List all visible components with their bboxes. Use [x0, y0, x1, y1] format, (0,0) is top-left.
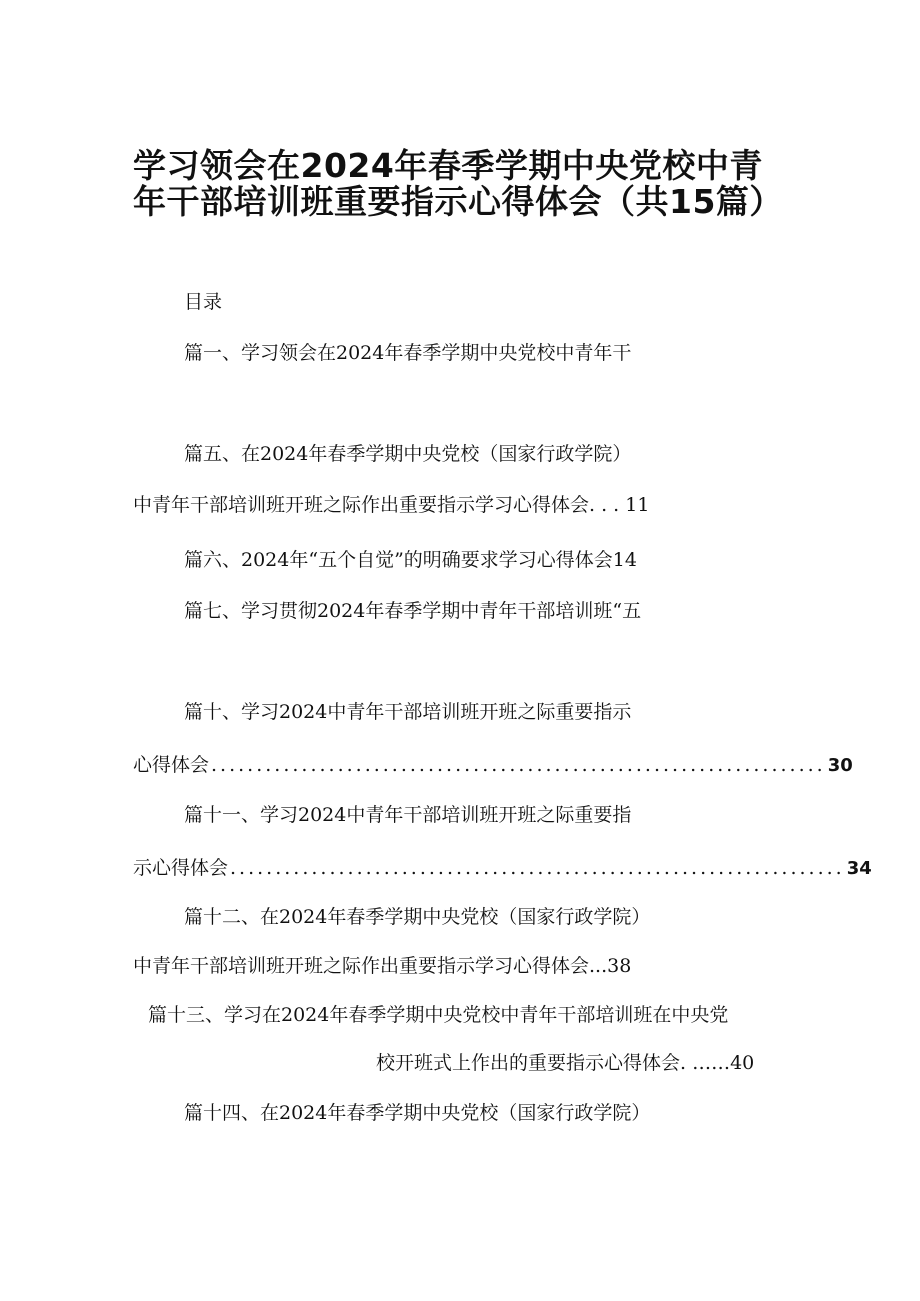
toc-entry-6: 篇六、2024年“五个自觉”的明确要求学习心得体会14	[184, 549, 637, 571]
toc-entry-5: 篇五、在2024年春季学期中央党校（国家行政学院）	[184, 443, 632, 465]
document-title-line-2: 年干部培训班重要指示心得体会（共15篇）	[133, 182, 783, 221]
toc-entry-7: 篇七、学习贯彻2024年春季学期中青年干部培训班“五	[184, 600, 642, 622]
toc-page-number: 30	[827, 755, 853, 776]
toc-leader-dots: ....................................................................	[211, 754, 826, 776]
toc-entry-11-label: 示心得体会	[133, 857, 229, 879]
toc-entry-10-label: 心得体会	[133, 754, 210, 776]
toc-heading: 目录	[184, 291, 223, 313]
toc-entry-11: 篇十一、学习2024中青年干部培训班开班之际重要指	[184, 804, 632, 826]
toc-entry-13: 篇十三、学习在2024年春季学期中央党校中青年干部培训班在中央党	[148, 1004, 729, 1026]
toc-entry-1: 篇一、学习领会在2024年春季学期中央党校中青年干	[184, 342, 632, 364]
toc-entry-10-cont	[133, 750, 853, 777]
document-title-line-1: 学习领会在2024年春季学期中央党校中青	[133, 146, 763, 185]
toc-entry-11-cont	[133, 853, 872, 880]
toc-leader-dots: ....................................................................	[230, 857, 845, 879]
toc-entry-12-cont: 中青年干部培训班开班之际作出重要指示学习心得体会...38	[133, 955, 632, 977]
toc-page-number: 34	[846, 858, 872, 879]
toc-entry-14: 篇十四、在2024年春季学期中央党校（国家行政学院）	[184, 1102, 651, 1124]
toc-entry-12: 篇十二、在2024年春季学期中央党校（国家行政学院）	[184, 906, 651, 928]
toc-entry-13-cont: 校开班式上作出的重要指示心得体会. ……40	[376, 1052, 755, 1074]
toc-entry-10: 篇十、学习2024中青年干部培训班开班之际重要指示	[184, 701, 632, 723]
toc-entry-5-cont: 中青年干部培训班开班之际作出重要指示学习心得体会. . . 11	[133, 494, 650, 516]
